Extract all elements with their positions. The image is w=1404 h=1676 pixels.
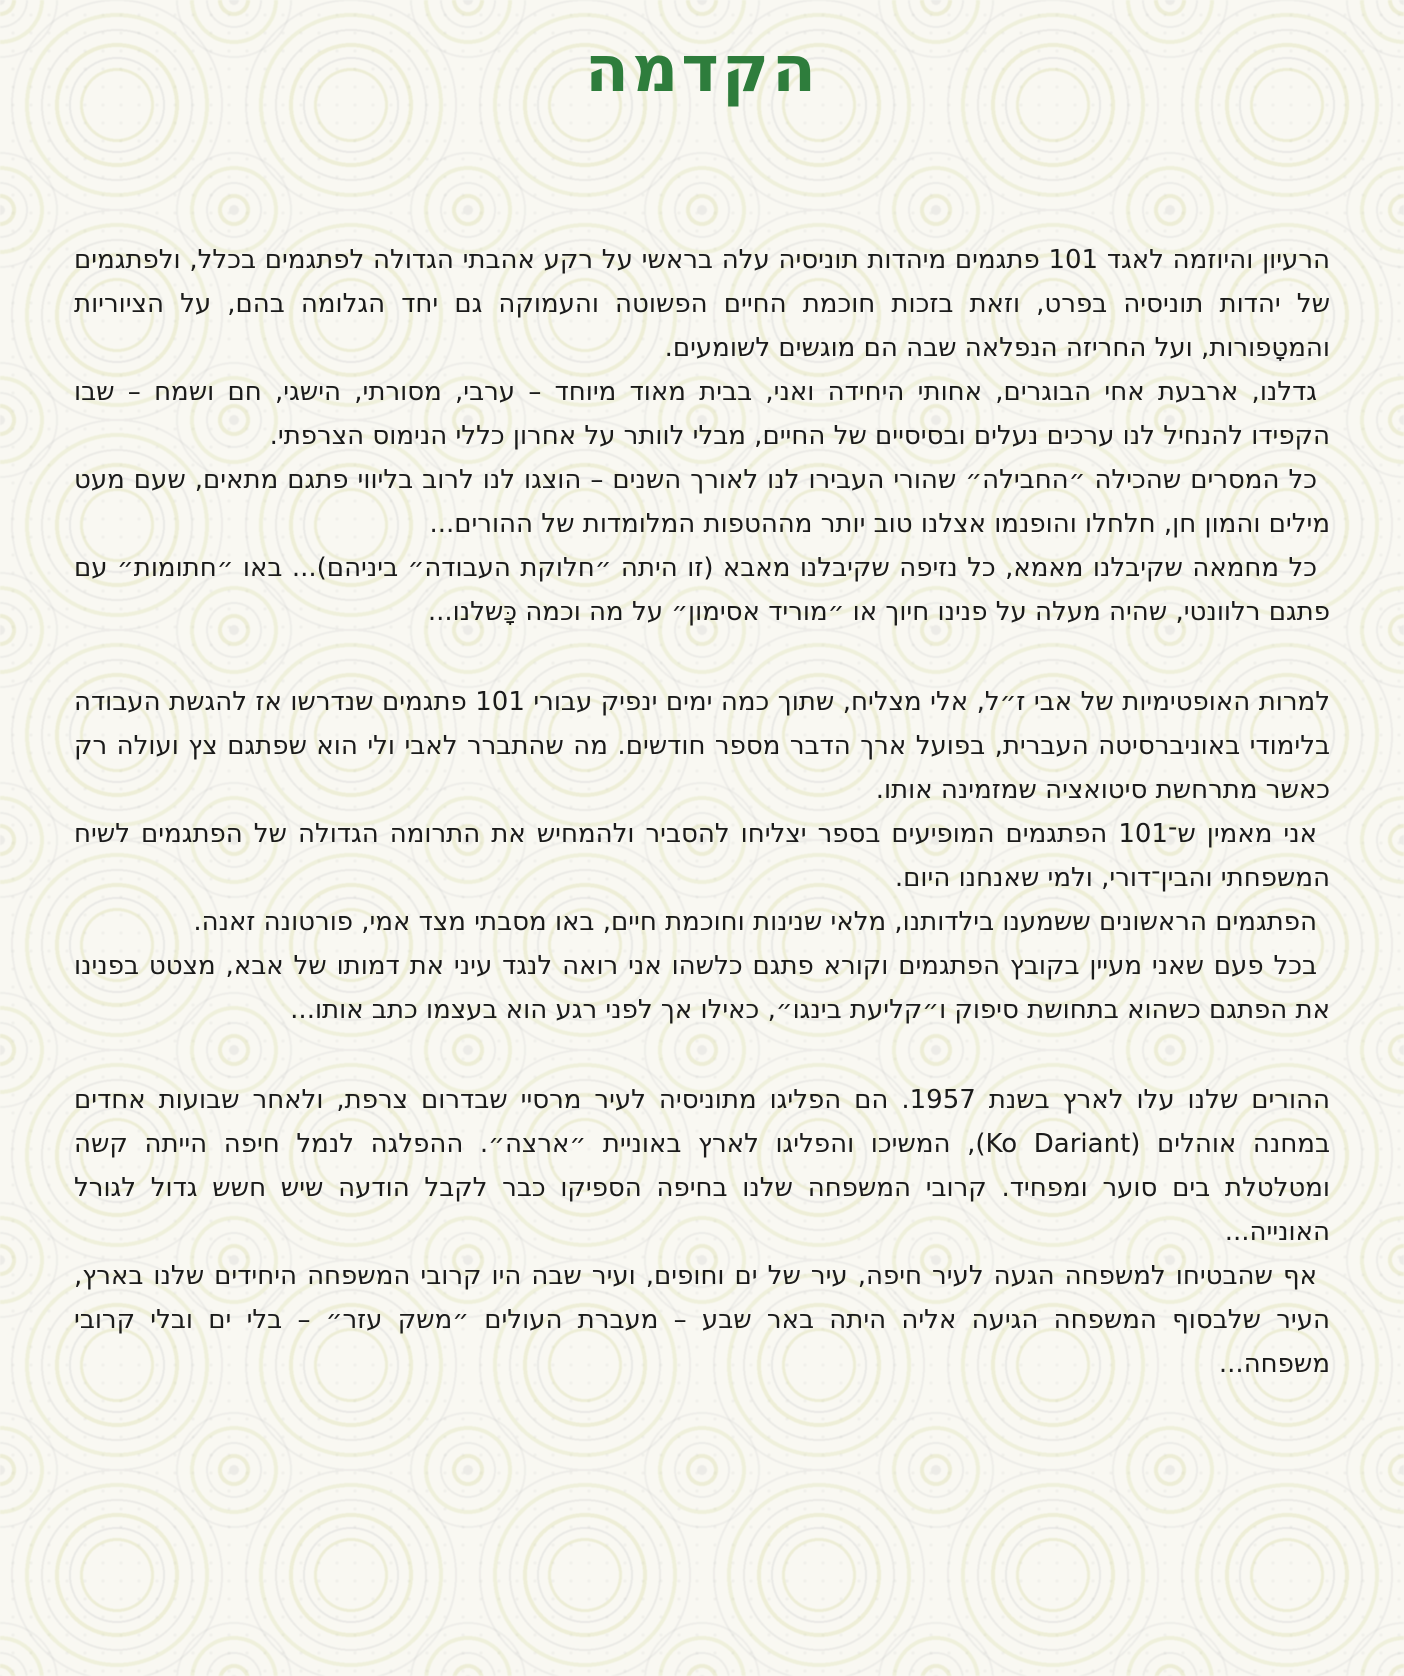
paragraph: כל המסרים שהכילה ״החבילה״ שהורי העבירו לנו לאורך השנים – הוצגו לנו לרוב בליווי פתגם מתאים, שעם מעט מילים והמון חן, חלחלו והופנמו אצלנו טוב יותר מההטפות המלומדות של ההורים... xyxy=(74,465,1330,539)
paragraph: אף שהבטיחו למשפחה הגעה לעיר חיפה, עיר של ים וחופים, ועיר שבה היו קרובי המשפחה היחידים שלנו בארץ, העיר שלבסוף המשפחה הגיעה אליה היתה באר שבע – מעברת העולים ״משק עזר״ – בלי ים ובלי קרובי משפחה... xyxy=(74,1261,1330,1379)
paragraph: אני מאמין ש־101 הפתגמים המופיעים בספר יצליחו להסביר ולהמחיש את התרומה הגדולה של הפתגמים לשיח המשפחתי והבין־דורי, ולמי שאנחנו היום. xyxy=(74,819,1330,893)
paragraph: ההורים שלנו עלו לארץ בשנת 1957. הם הפליגו מתוניסיה לעיר מרסיי שבדרום צרפת, ולאחר שבועות אחדים במחנה אוהלים (Ko Dariant), המשיכו והפליגו לארץ באוניית ״ארצה״. ההפלגה לנמל חיפה הייתה קשה ומטלטלת בים סוער ומפחיד. קרובי המשפחה שלנו בחיפה הספיקו כבר לקבל הודעה שיש חשש גדול לגורל האונייה... xyxy=(74,1085,1331,1247)
paragraph: גדלנו, ארבעת אחי הבוגרים, אחותי היחידה ואני, בבית מאוד מיוחד – ערבי, מסורתי, הישגי, חם ושמח – שבו הקפידו להנחיל לנו ערכים נעלים ובסיסיים של החיים, מבלי לוותר על אחרון כללי הנימוס הצרפתי. xyxy=(74,377,1330,451)
paragraph: הרעיון והיוזמה לאגד 101 פתגמים מיהדות תוניסיה עלה בראשי על רקע אהבתי הגדולה לפתגמים בכלל, ולפתגמים של יהדות תוניסיה בפרט, וזאת בזכות חוכמת החיים הפשוטה והעמוקה גם יחד הגלומה בהם, על הציוריות והמטָפורות, ועל החריזה הנפלאה שבה הם מוגשים לשומעים. xyxy=(74,245,1330,363)
paragraph: הפתגמים הראשונים ששמענו בילדותנו, מלאי שנינות וחוכמת חיים, באו מסבתי מצד אמי, פורטונה זאנה. xyxy=(193,907,1317,937)
paragraph: למרות האופטימיות של אבי ז״ל, אלי מצליח, שתוך כמה ימים ינפיק עבורי 101 פתגמים שנדרשו אז להגשת העבודה בלימודי באוניברסיטה העברית, בפועל ארך הדבר מספר חודשים. מה שהתברר לאבי ולי הוא שפתגם צץ ועולה רק כאשר מתרחשת סיטואציה שמזמינה אותו. xyxy=(74,687,1330,805)
page-title: הקדמה xyxy=(585,33,819,107)
introduction-text xyxy=(74,238,1330,1386)
paragraph: כל מחמאה שקיבלנו מאמא, כל נזיפה שקיבלנו מאבא (זו היתה ״חלוקת העבודה״ ביניהם)... באו ״חתומות״ עם פתגם רלוונטי, שהיה מעלה על פנינו חיוך או ״מוריד אסימון״ על מה וכמה כָּשלנו... xyxy=(74,553,1330,627)
paragraph: בכל פעם שאני מעיין בקובץ הפתגמים וקורא פתגם כלשהו אני רואה לנגד עיני את דמותו של אבא, מצטט בפנינו את הפתגם כשהוא בתחושת סיפוק ו״קליעת בינגו״, כאילו אך לפני רגע הוא בעצמו כתב אותו... xyxy=(74,951,1330,1025)
